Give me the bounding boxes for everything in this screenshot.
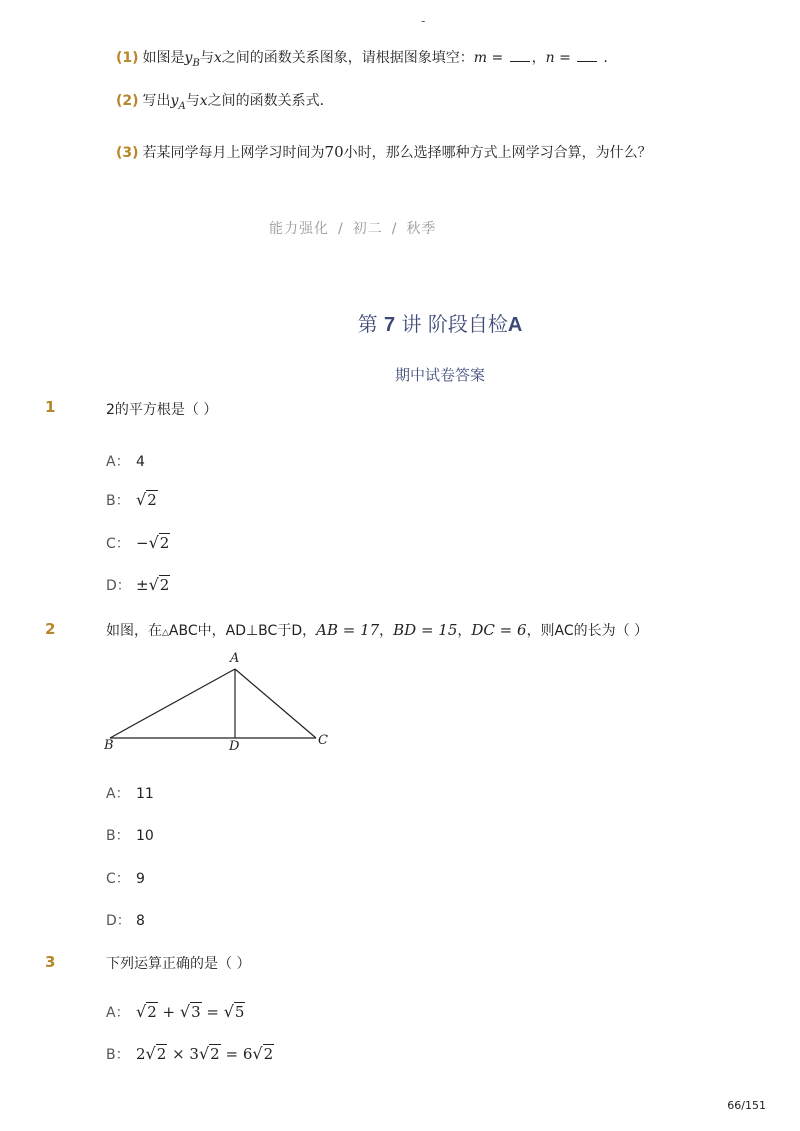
vertex-label-a: A [230, 651, 240, 666]
option-text: 10 [136, 828, 154, 844]
math-subscript: B [192, 57, 200, 69]
option-text: 4 [136, 454, 145, 470]
sqrt-sign: √ [148, 533, 159, 552]
sqrt-sign: √ [136, 490, 147, 509]
question-number: 2 [45, 620, 56, 638]
triangle-figure [100, 646, 340, 756]
question-text: 2的平方根是（ ） [106, 402, 218, 418]
radicand: 2 [147, 491, 157, 509]
option-a[interactable] [106, 1002, 245, 1022]
math-expression: BD = 15 [393, 621, 458, 639]
option-b[interactable] [106, 490, 158, 510]
triangle-symbol: △ [162, 628, 169, 638]
subquestion-text: 若某同学每月上网学习时间为 [142, 145, 325, 161]
coefficient: 2 [136, 1045, 146, 1063]
subquestion-text: 如图是 [142, 50, 185, 66]
punctuation: ， [531, 50, 546, 66]
option-label: B： [106, 828, 130, 844]
punctuation: . [603, 50, 608, 66]
vertex-label-b: B [104, 738, 114, 753]
breadcrumb-separator: / [391, 221, 398, 237]
math-op: × [167, 1045, 190, 1063]
subquestion-number: (2) [116, 93, 139, 109]
punctuation: ， [457, 623, 472, 639]
lecture-suffix: A [507, 314, 523, 336]
radicand: 2 [159, 576, 170, 594]
lecture-number: 7 [384, 314, 396, 336]
math-var: m [473, 50, 488, 66]
page-number: 66/151 [727, 1099, 766, 1112]
question-text-part: ，则AC的长为（ ） [526, 623, 649, 639]
radicand: 2 [159, 534, 170, 552]
subquestion-text: 小时，那么选择哪种方式上网学习合算，为什么？ [343, 145, 652, 161]
option-text: 9 [136, 871, 145, 887]
subquestion-text: 之间的函数关系式． [207, 93, 334, 109]
breadcrumb-item[interactable]: 能力强化 [269, 221, 329, 237]
math-op: = [487, 50, 508, 66]
radicand: 2 [147, 1003, 157, 1021]
sqrt-sign: √ [145, 1044, 156, 1063]
subquestion-text: 写出 [142, 93, 171, 109]
subquestion-2 [116, 90, 334, 112]
lecture-title [0, 308, 800, 337]
option-label: C： [106, 871, 130, 887]
math-var: x [199, 93, 208, 109]
sqrt-sign: √ [148, 575, 159, 594]
question-text [106, 620, 648, 640]
sqrt-sign: √ [136, 1002, 147, 1021]
option-a[interactable] [106, 783, 154, 803]
radicand: 2 [156, 1045, 167, 1063]
question-text-part: 如图，在 [106, 623, 162, 639]
math-number: 70 [324, 143, 344, 161]
option-d[interactable] [106, 575, 170, 595]
sqrt-sign: √ [252, 1044, 263, 1063]
math-subscript: A [178, 100, 186, 112]
sqrt-sign: √ [223, 1002, 234, 1021]
subquestion-text: 与 [185, 93, 200, 109]
lecture-prefix: 第 [357, 312, 385, 336]
sqrt-sign: √ [198, 1044, 210, 1063]
vertex-label-c: C [318, 733, 328, 748]
subquestion-text: 与 [199, 50, 214, 66]
math-sign: ± [136, 576, 149, 594]
math-op: = [201, 1003, 224, 1021]
option-b[interactable] [106, 1044, 274, 1064]
math-var: x [213, 50, 222, 66]
subquestion-1 [116, 47, 608, 69]
option-label: A： [106, 1005, 130, 1021]
coefficient: 6 [242, 1045, 253, 1063]
option-c[interactable] [106, 533, 170, 553]
option-label: B： [106, 493, 130, 509]
math-op: = [220, 1045, 243, 1063]
subquestion-text: 之间的函数关系图象，请根据图象填空： [221, 50, 474, 66]
option-text: 11 [136, 786, 154, 802]
option-text: 8 [136, 913, 145, 929]
option-label: D： [106, 578, 131, 594]
question-text: 下列运算正确的是（ ） [106, 956, 251, 972]
subquestion-number: (3) [116, 145, 139, 161]
option-a[interactable] [106, 451, 145, 471]
subquestion-3 [116, 142, 652, 162]
option-label: C： [106, 536, 130, 552]
radicand: 2 [263, 1045, 274, 1063]
math-var: y [184, 50, 193, 66]
question-number: 3 [45, 953, 56, 971]
option-label: A： [106, 454, 130, 470]
punctuation: ， [379, 623, 394, 639]
vertex-label-d: D [229, 739, 240, 754]
option-label: D： [106, 913, 131, 929]
math-expression: DC = 6 [471, 621, 527, 639]
radicand: 5 [234, 1003, 245, 1021]
radicand: 3 [191, 1003, 201, 1021]
math-expression: AB = 17 [316, 621, 380, 639]
math-op: = [554, 50, 576, 66]
lecture-name: 讲 阶段自检 [395, 312, 508, 336]
math-var: n [545, 50, 555, 66]
edge-ac [235, 669, 316, 738]
breadcrumb-separator: / [338, 221, 344, 237]
coefficient: 3 [189, 1045, 199, 1063]
option-d[interactable] [106, 910, 145, 930]
question-text-part: ABC中，AD⊥BC于D， [168, 623, 317, 639]
page-subtitle: 期中试卷答案 [394, 366, 485, 384]
edge-ab [110, 669, 235, 738]
math-var: y [170, 93, 179, 109]
sqrt-sign: √ [179, 1002, 191, 1021]
radicand: 2 [210, 1045, 220, 1063]
answer-blank [577, 61, 597, 62]
breadcrumb [269, 218, 436, 238]
option-b[interactable] [106, 825, 154, 845]
question-number: 1 [45, 398, 56, 416]
header-mark: - [421, 14, 426, 28]
answer-blank [510, 61, 530, 62]
option-label: B： [106, 1047, 130, 1063]
math-op: + [157, 1003, 180, 1021]
breadcrumb-item[interactable]: 初二 [352, 221, 383, 237]
option-label: A： [106, 786, 130, 802]
option-c[interactable] [106, 868, 145, 888]
breadcrumb-item[interactable]: 秋季 [406, 221, 437, 237]
math-sign: − [136, 534, 149, 552]
subquestion-number: (1) [116, 50, 139, 66]
